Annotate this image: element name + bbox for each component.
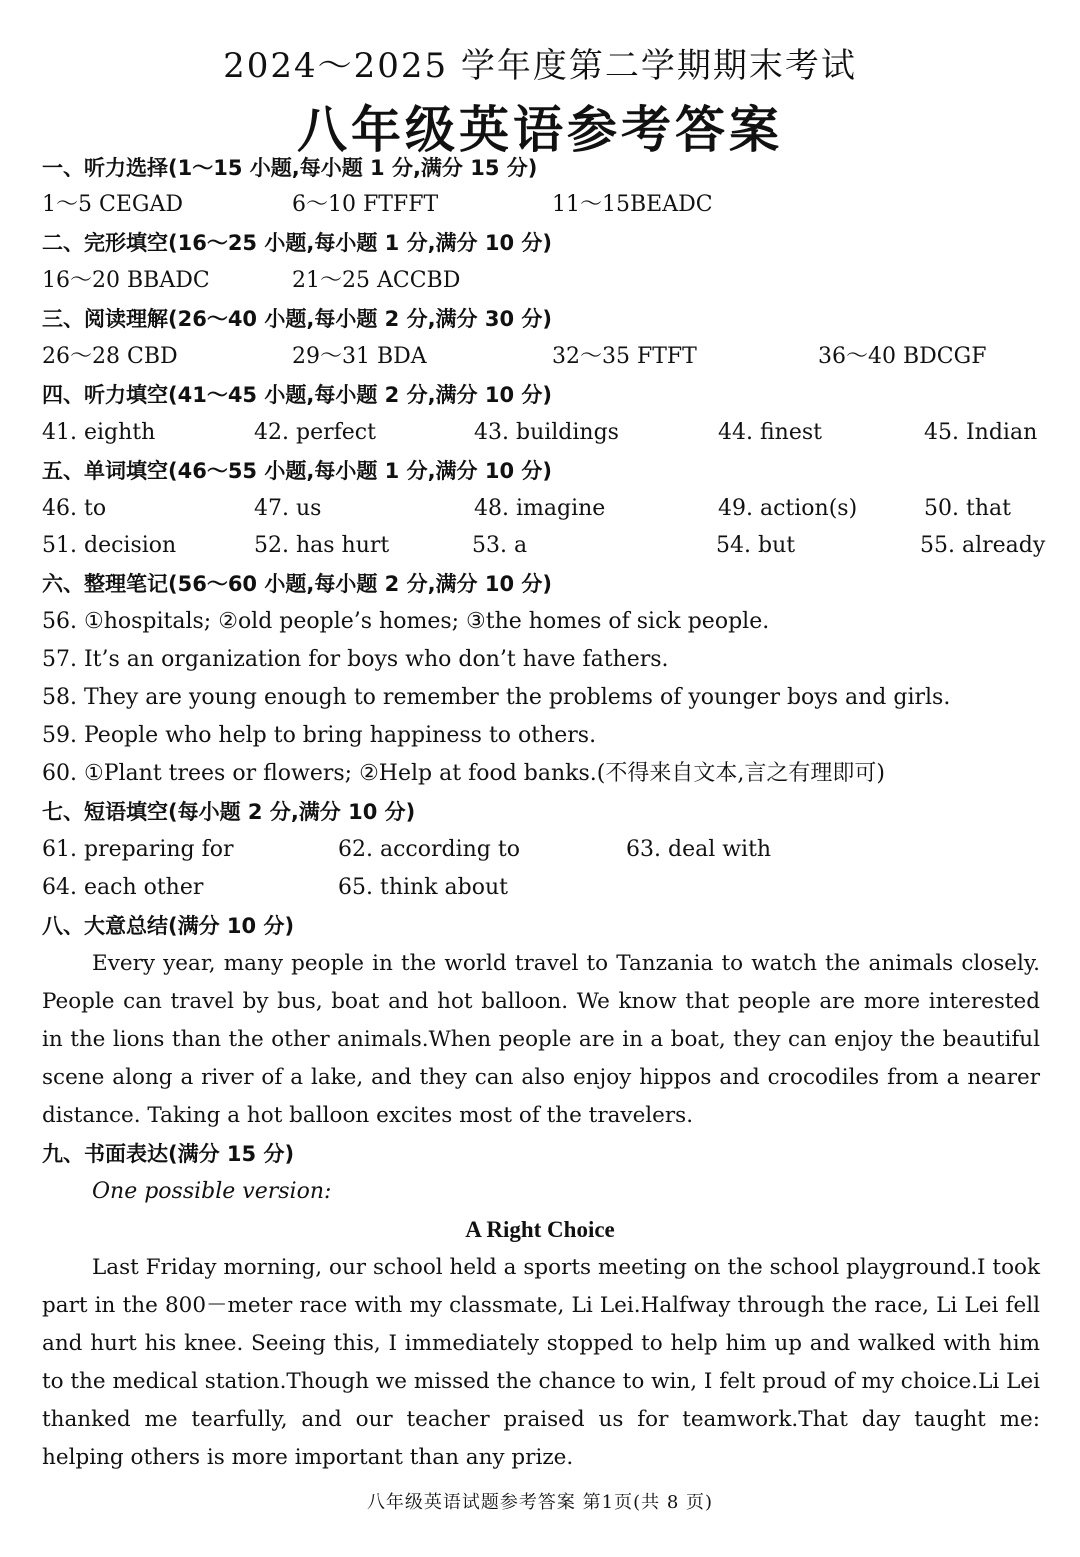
answer-item: 65. think about xyxy=(338,875,508,900)
answer-group: 29～31 BDA xyxy=(292,344,427,369)
answer-group: 21～25 ACCBD xyxy=(292,268,461,293)
answer-item: 52. has hurt xyxy=(254,533,390,558)
answer-item: 45. Indian xyxy=(924,420,1038,445)
answer-item: 61. preparing for xyxy=(42,837,234,862)
section-7-header: 七、短语填空(每小题 2 分,满分 10 分) xyxy=(42,800,416,824)
answer-group: 11～15BEADC xyxy=(552,192,713,217)
answer-item: 64. each other xyxy=(42,875,204,900)
answer-line-57: 57. It’s an organization for boys who don’t have fathers. xyxy=(42,647,669,672)
answer-line-58: 58. They are young enough to remember the problems of younger boys and girls. xyxy=(42,685,951,710)
section-5-answers-row2 xyxy=(42,528,1046,564)
section-1-header: 一、听力选择(1～15 小题,每小题 1 分,满分 15 分) xyxy=(42,156,538,180)
answer-item: 53. a xyxy=(472,533,528,558)
answer-item: 54. but xyxy=(716,533,796,558)
answer-item: 50. that xyxy=(924,496,1011,521)
answer-item: 51. decision xyxy=(42,533,177,558)
section-5-answers-row1 xyxy=(42,491,1042,527)
answer-item: 42. perfect xyxy=(254,420,376,445)
answer-line-56: 56. ①hospitals; ②old people’s homes; ③the homes of sick people. xyxy=(42,609,770,634)
summary-paragraph: Every year, many people in the world travel to Tanzania to watch the animals closely. People can travel by bus, boat and hot balloon. We know that people are more interested in the lions than the other animals.When people are in a boat, they can enjoy the beautiful scene along a river of a lake, and they can also enjoy hippos and crocodiles from a nearer distance. Taking a hot balloon excites most of the travelers. xyxy=(42,951,1040,1128)
sample-intro: One possible version: xyxy=(92,1179,332,1204)
answer-item: 48. imagine xyxy=(474,496,606,521)
answer-line-59: 59. People who help to bring happiness to others. xyxy=(42,723,597,748)
section-7-answers-row2 xyxy=(42,870,1042,906)
section-1-answers xyxy=(42,187,1042,223)
answer-item: 49. action(s) xyxy=(718,496,858,521)
exam-title: 2024～2025 学年度第二学期期末考试 xyxy=(223,46,857,86)
section-2-header: 二、完形填空(16～25 小题,每小题 1 分,满分 10 分) xyxy=(42,231,552,255)
answer-group: 26～28 CBD xyxy=(42,344,178,369)
answer-group: 36～40 BDCGF xyxy=(818,344,987,369)
section-7-answers-row1 xyxy=(42,832,1042,868)
essay-title: A Right Choice xyxy=(465,1217,615,1242)
answer-item: 46. to xyxy=(42,496,107,521)
section-9-header: 九、书面表达(满分 15 分) xyxy=(42,1142,295,1166)
section-5-header: 五、单词填空(46～55 小题,每小题 1 分,满分 10 分) xyxy=(42,459,552,483)
answer-item: 55. already xyxy=(920,533,1046,558)
answer-item: 47. us xyxy=(254,496,322,521)
answer-line-60: 60. ①Plant trees or flowers; ②Help at food banks.(不得来自文本,言之有理即可) xyxy=(42,761,885,786)
section-2-answers xyxy=(42,263,1042,299)
section-8-header: 八、大意总结(满分 10 分) xyxy=(42,914,295,938)
answer-item: 43. buildings xyxy=(474,420,619,445)
answer-item: 44. finest xyxy=(718,420,822,445)
answer-group: 32～35 FTFT xyxy=(552,344,697,369)
section-6-header: 六、整理笔记(56～60 小题,每小题 2 分,满分 10 分) xyxy=(42,572,552,596)
answer-group: 1～5 CEGAD xyxy=(42,192,183,217)
section-4-answers xyxy=(42,415,1042,451)
section-4-header: 四、听力填空(41～45 小题,每小题 2 分,满分 10 分) xyxy=(42,383,552,407)
answer-group: 16～20 BBADC xyxy=(42,268,210,293)
answer-item: 62. according to xyxy=(338,837,520,862)
answer-item: 63. deal with xyxy=(626,837,772,862)
answer-group: 6～10 FTFFT xyxy=(292,192,439,217)
section-3-header: 三、阅读理解(26～40 小题,每小题 2 分,满分 30 分) xyxy=(42,307,552,331)
page-footer: 八年级英语试题参考答案 第1页(共 8 页) xyxy=(366,1492,714,1513)
answer-item: 41. eighth xyxy=(42,420,156,445)
essay-paragraph: Last Friday morning, our school held a sports meeting on the school playground.I took part in the 800－meter race with my classmate, Li Lei.Halfway through the race, Li Lei fell and hurt his knee. Seeing this, I immediately stopped to help him up and walked with him to the medical station.Though we missed the chance to win, I felt proud of my choice.Li Lei thanked me tearfully, and our teacher praised us for teamwork.That day taught me: helping others is more important than any prize. xyxy=(42,1255,1040,1470)
document-title: 八年级英语参考答案 xyxy=(297,101,783,159)
section-3-answers xyxy=(42,339,1042,375)
